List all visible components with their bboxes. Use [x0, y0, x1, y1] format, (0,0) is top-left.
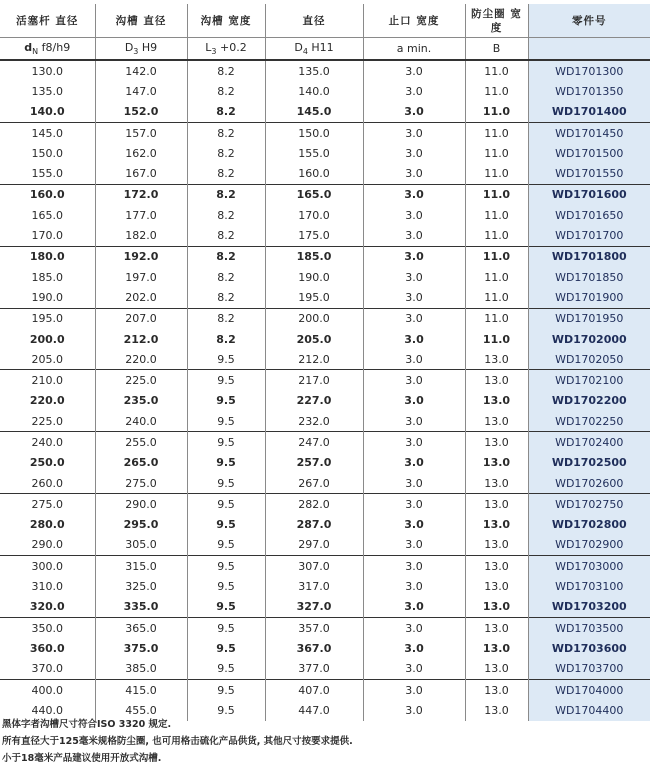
- cell-diameter: 287.0: [265, 515, 363, 535]
- table-row: [0, 287, 650, 308]
- cell-groove-diameter: 167.0: [95, 163, 187, 184]
- cell-groove-width: 8.2: [187, 246, 265, 267]
- cell-diameter: 190.0: [265, 267, 363, 287]
- footnote-2: 所有直径大于125毫米规格防尘圈, 也可用格击硫化产品供货, 其他尺寸按要求提供.: [2, 736, 353, 747]
- cell-wiper-width: 13.0: [465, 411, 528, 432]
- table-row: [0, 143, 650, 163]
- cell-part-number: WD1701550: [528, 163, 650, 184]
- cell-lip-width: 3.0: [363, 246, 465, 267]
- cell-part-number: WD1702500: [528, 453, 650, 473]
- header-groove-width: 沟槽 宽度: [187, 4, 265, 38]
- cell-part-number: WD1701700: [528, 225, 650, 246]
- cell-part-number: WD1703200: [528, 597, 650, 618]
- cell-wiper-width: 13.0: [465, 453, 528, 473]
- cell-lip-width: 3.0: [363, 81, 465, 101]
- cell-groove-width: 9.5: [187, 576, 265, 596]
- cell-diameter: 195.0: [265, 287, 363, 308]
- cell-diameter: 145.0: [265, 102, 363, 123]
- cell-groove-diameter: 255.0: [95, 432, 187, 453]
- cell-groove-diameter: 235.0: [95, 391, 187, 411]
- cell-wiper-width: 13.0: [465, 638, 528, 658]
- cell-groove-width: 9.5: [187, 638, 265, 658]
- cell-wiper-width: 11.0: [465, 329, 528, 349]
- cell-lip-width: 3.0: [363, 60, 465, 81]
- cell-groove-width: 9.5: [187, 494, 265, 515]
- cell-rod-diameter: 160.0: [0, 184, 95, 205]
- cell-wiper-width: 13.0: [465, 679, 528, 700]
- cell-rod-diameter: 240.0: [0, 432, 95, 453]
- cell-lip-width: 3.0: [363, 391, 465, 411]
- cell-wiper-width: 11.0: [465, 122, 528, 143]
- cell-lip-width: 3.0: [363, 267, 465, 287]
- cell-lip-width: 3.0: [363, 122, 465, 143]
- table-row: [0, 225, 650, 246]
- cell-groove-width: 8.2: [187, 267, 265, 287]
- cell-lip-width: 3.0: [363, 700, 465, 720]
- sym-b: B: [465, 38, 528, 61]
- cell-diameter: 175.0: [265, 225, 363, 246]
- cell-wiper-width: 11.0: [465, 205, 528, 225]
- table-row: [0, 267, 650, 287]
- footnote-1: 黑体字者沟槽尺寸符合ISO 3320 规定.: [2, 719, 172, 730]
- cell-wiper-width: 11.0: [465, 60, 528, 81]
- cell-diameter: 407.0: [265, 679, 363, 700]
- cell-rod-diameter: 440.0: [31, 703, 63, 717]
- cell-lip-width: 3.0: [363, 287, 465, 308]
- cell-part-number: WD1703100: [528, 576, 650, 596]
- cell-groove-diameter: 335.0: [95, 597, 187, 618]
- cell-lip-width: 3.0: [363, 638, 465, 658]
- cell-wiper-width: 11.0: [465, 143, 528, 163]
- cell-diameter: 217.0: [265, 370, 363, 391]
- cell-rod-diameter: 275.0: [0, 494, 95, 515]
- cell-groove-diameter: 157.0: [95, 122, 187, 143]
- cell-groove-diameter: 295.0: [95, 515, 187, 535]
- cell-rod-diameter: 320.0: [29, 600, 65, 614]
- cell-diameter: 185.0: [265, 246, 363, 267]
- cell-part-number: WD1701950: [528, 308, 650, 329]
- cell-part-number: WD1702200: [528, 391, 650, 411]
- cell-rod-diameter: 260.0: [31, 476, 63, 490]
- cell-wiper-width: 13.0: [465, 659, 528, 680]
- table-row: [0, 618, 650, 639]
- cell-groove-width: 9.5: [187, 597, 265, 618]
- header-wiper-width: 防尘圈 宽度: [465, 4, 528, 38]
- cell-lip-width: 3.0: [363, 163, 465, 184]
- cell-lip-width: 3.0: [363, 308, 465, 329]
- cell-groove-width: 9.5: [187, 391, 265, 411]
- cell-rod-diameter: 180.0: [0, 246, 95, 267]
- cell-groove-width: 8.2: [187, 81, 265, 101]
- cell-groove-diameter: 385.0: [95, 659, 187, 680]
- header-rod-diameter: 活塞杆 直径: [16, 14, 79, 27]
- table-row: [0, 163, 650, 184]
- cell-part-number: WD1702750: [528, 494, 650, 515]
- cell-rod-diameter: 140.0: [29, 105, 65, 119]
- cell-diameter: 212.0: [265, 349, 363, 370]
- table-row: [0, 81, 650, 101]
- table-row: [0, 391, 650, 411]
- table-row: [0, 349, 650, 370]
- cell-groove-diameter: 182.0: [95, 225, 187, 246]
- table-row: [0, 122, 650, 143]
- cell-part-number: WD1703700: [528, 659, 650, 680]
- cell-diameter: 140.0: [265, 81, 363, 101]
- cell-groove-diameter: 305.0: [95, 535, 187, 556]
- table-row: [0, 638, 650, 658]
- table-row: [0, 246, 650, 267]
- cell-part-number: WD1701300: [528, 60, 650, 81]
- cell-lip-width: 3.0: [363, 411, 465, 432]
- header-groove-diameter: 沟槽 直径: [95, 4, 187, 38]
- cell-rod-diameter: 130.0: [0, 60, 95, 81]
- table-row: [0, 102, 650, 123]
- table-row: [0, 453, 650, 473]
- cell-groove-diameter: 455.0: [95, 700, 187, 720]
- cell-lip-width: 3.0: [363, 432, 465, 453]
- cell-rod-diameter: 205.0: [31, 352, 63, 366]
- cell-lip-width: 3.0: [363, 329, 465, 349]
- cell-groove-width: 8.2: [187, 60, 265, 81]
- cell-part-number: WD1701400: [528, 102, 650, 123]
- cell-wiper-width: 13.0: [465, 494, 528, 515]
- table-row: [0, 60, 650, 81]
- header-part-number: 零件号: [528, 4, 650, 38]
- cell-groove-width: 9.5: [187, 473, 265, 494]
- cell-diameter: 317.0: [265, 576, 363, 596]
- cell-diameter: 377.0: [265, 659, 363, 680]
- table-row: [0, 184, 650, 205]
- table-row: [0, 535, 650, 556]
- cell-wiper-width: 11.0: [465, 163, 528, 184]
- cell-diameter: 150.0: [265, 122, 363, 143]
- cell-part-number: WD1702100: [528, 370, 650, 391]
- cell-groove-width: 9.5: [187, 556, 265, 577]
- cell-diameter: 170.0: [265, 205, 363, 225]
- cell-groove-diameter: 212.0: [95, 329, 187, 349]
- table-row: [0, 205, 650, 225]
- cell-wiper-width: 13.0: [465, 349, 528, 370]
- cell-diameter: 155.0: [265, 143, 363, 163]
- cell-rod-diameter: 195.0: [0, 308, 95, 329]
- cell-groove-width: 8.2: [187, 308, 265, 329]
- cell-lip-width: 3.0: [363, 535, 465, 556]
- cell-part-number: WD1703000: [528, 556, 650, 577]
- table-row: [0, 659, 650, 680]
- cell-part-number: WD1702400: [528, 432, 650, 453]
- cell-diameter: 232.0: [265, 411, 363, 432]
- cell-groove-width: 8.2: [187, 329, 265, 349]
- cell-lip-width: 3.0: [363, 349, 465, 370]
- cell-diameter: 247.0: [265, 432, 363, 453]
- cell-part-number: WD1701850: [528, 267, 650, 287]
- cell-part-number: WD1702000: [528, 329, 650, 349]
- cell-diameter: 327.0: [265, 597, 363, 618]
- table-row: [0, 515, 650, 535]
- cell-rod-diameter: 370.0: [31, 662, 63, 676]
- cell-groove-diameter: 162.0: [95, 143, 187, 163]
- cell-groove-diameter: 240.0: [95, 411, 187, 432]
- cell-rod-diameter: 190.0: [31, 290, 63, 304]
- cell-rod-diameter: 150.0: [31, 146, 63, 160]
- cell-diameter: 282.0: [265, 494, 363, 515]
- cell-part-number: WD1701450: [528, 122, 650, 143]
- sym-a: a min.: [363, 38, 465, 61]
- seal-groove-table: [0, 4, 650, 721]
- cell-groove-diameter: 147.0: [95, 81, 187, 101]
- table-row: [0, 308, 650, 329]
- cell-groove-diameter: 315.0: [95, 556, 187, 577]
- cell-wiper-width: 11.0: [465, 81, 528, 101]
- cell-rod-diameter: 145.0: [0, 122, 95, 143]
- cell-wiper-width: 13.0: [465, 597, 528, 618]
- cell-lip-width: 3.0: [363, 370, 465, 391]
- cell-groove-width: 8.2: [187, 184, 265, 205]
- cell-lip-width: 3.0: [363, 659, 465, 680]
- cell-diameter: 367.0: [265, 638, 363, 658]
- cell-rod-diameter: 200.0: [29, 332, 65, 346]
- table-row: [0, 411, 650, 432]
- cell-wiper-width: 13.0: [465, 515, 528, 535]
- table-row: [0, 597, 650, 618]
- table-row: [0, 576, 650, 596]
- cell-diameter: 267.0: [265, 473, 363, 494]
- cell-groove-diameter: 142.0: [95, 60, 187, 81]
- table-row: [0, 556, 650, 577]
- cell-wiper-width: 13.0: [465, 370, 528, 391]
- header-lip-width: 止口 宽度: [363, 4, 465, 38]
- cell-wiper-width: 13.0: [465, 432, 528, 453]
- cell-lip-width: 3.0: [363, 576, 465, 596]
- table-row: [0, 494, 650, 515]
- table-row: [0, 370, 650, 391]
- cell-wiper-width: 11.0: [465, 225, 528, 246]
- cell-groove-diameter: 290.0: [95, 494, 187, 515]
- footnote-3: 小于18毫米产品建议使用开放式沟槽.: [2, 753, 162, 764]
- cell-part-number: WD1702050: [528, 349, 650, 370]
- cell-diameter: 160.0: [265, 163, 363, 184]
- header-row-cn: [0, 4, 650, 38]
- cell-part-number: WD1704000: [528, 679, 650, 700]
- sym-d3: $D_3$ H9: [95, 38, 187, 61]
- cell-groove-width: 9.5: [187, 535, 265, 556]
- cell-wiper-width: 11.0: [465, 246, 528, 267]
- cell-groove-diameter: 220.0: [95, 349, 187, 370]
- cell-groove-diameter: 265.0: [95, 453, 187, 473]
- cell-wiper-width: 11.0: [465, 287, 528, 308]
- cell-groove-width: 8.2: [187, 122, 265, 143]
- cell-lip-width: 3.0: [363, 143, 465, 163]
- cell-groove-diameter: 325.0: [95, 576, 187, 596]
- cell-lip-width: 3.0: [363, 515, 465, 535]
- cell-wiper-width: 13.0: [465, 473, 528, 494]
- cell-rod-diameter: 170.0: [31, 229, 63, 243]
- cell-groove-diameter: 415.0: [95, 679, 187, 700]
- cell-rod-diameter: 220.0: [29, 394, 65, 408]
- cell-rod-diameter: 280.0: [29, 518, 65, 532]
- cell-rod-diameter: 400.0: [0, 679, 95, 700]
- cell-lip-width: 3.0: [363, 473, 465, 494]
- cell-wiper-width: 11.0: [465, 184, 528, 205]
- header-diameter: 直径: [265, 4, 363, 38]
- cell-lip-width: 3.0: [363, 205, 465, 225]
- cell-diameter: 447.0: [265, 700, 363, 720]
- cell-part-number: WD1701650: [528, 205, 650, 225]
- cell-groove-diameter: 202.0: [95, 287, 187, 308]
- cell-groove-width: 8.2: [187, 225, 265, 246]
- cell-part-number: WD1701350: [528, 81, 650, 101]
- cell-wiper-width: 13.0: [465, 700, 528, 720]
- cell-part-number: WD1703600: [528, 638, 650, 658]
- cell-groove-diameter: 365.0: [95, 618, 187, 639]
- cell-lip-width: 3.0: [363, 556, 465, 577]
- cell-groove-diameter: 192.0: [95, 246, 187, 267]
- cell-diameter: 200.0: [265, 308, 363, 329]
- cell-part-number: WD1701500: [528, 143, 650, 163]
- cell-rod-diameter: 210.0: [0, 370, 95, 391]
- cell-rod-diameter: 225.0: [31, 414, 63, 428]
- cell-groove-width: 9.5: [187, 453, 265, 473]
- header-row-symbols: [0, 38, 650, 61]
- cell-groove-width: 8.2: [187, 163, 265, 184]
- cell-part-number: WD1702800: [528, 515, 650, 535]
- table-body: [0, 60, 650, 721]
- cell-lip-width: 3.0: [363, 618, 465, 639]
- cell-groove-diameter: 197.0: [95, 267, 187, 287]
- footnotes: [2, 716, 353, 767]
- cell-groove-width: 9.5: [187, 515, 265, 535]
- cell-groove-width: 9.5: [187, 411, 265, 432]
- cell-wiper-width: 13.0: [465, 391, 528, 411]
- cell-groove-diameter: 152.0: [95, 102, 187, 123]
- cell-groove-diameter: 375.0: [95, 638, 187, 658]
- cell-rod-diameter: 360.0: [29, 641, 65, 655]
- cell-diameter: 227.0: [265, 391, 363, 411]
- cell-groove-width: 9.5: [187, 679, 265, 700]
- cell-wiper-width: 13.0: [465, 576, 528, 596]
- cell-part-number: WD1702900: [528, 535, 650, 556]
- cell-part-number: WD1701900: [528, 287, 650, 308]
- sym-l3: $L_3 +0.2$: [187, 38, 265, 61]
- cell-groove-width: 9.5: [187, 349, 265, 370]
- cell-groove-width: 9.5: [187, 659, 265, 680]
- cell-groove-width: 9.5: [187, 618, 265, 639]
- cell-groove-diameter: 207.0: [95, 308, 187, 329]
- cell-wiper-width: 11.0: [465, 267, 528, 287]
- cell-part-number: WD1702600: [528, 473, 650, 494]
- table-row: [0, 679, 650, 700]
- cell-lip-width: 3.0: [363, 453, 465, 473]
- cell-rod-diameter: 350.0: [0, 618, 95, 639]
- cell-rod-diameter: 250.0: [29, 456, 65, 470]
- sym-part: [528, 38, 650, 61]
- cell-wiper-width: 13.0: [465, 535, 528, 556]
- cell-wiper-width: 13.0: [465, 618, 528, 639]
- cell-diameter: 135.0: [265, 60, 363, 81]
- sym-d4: $D_4$ H11: [265, 38, 363, 61]
- cell-groove-width: 8.2: [187, 205, 265, 225]
- cell-rod-diameter: 310.0: [31, 580, 63, 594]
- cell-lip-width: 3.0: [363, 184, 465, 205]
- cell-groove-diameter: 177.0: [95, 205, 187, 225]
- cell-diameter: 205.0: [265, 329, 363, 349]
- cell-rod-diameter: 290.0: [31, 538, 63, 552]
- cell-diameter: 257.0: [265, 453, 363, 473]
- cell-groove-width: 8.2: [187, 287, 265, 308]
- cell-part-number: WD1702250: [528, 411, 650, 432]
- cell-rod-diameter: 300.0: [0, 556, 95, 577]
- cell-groove-width: 9.5: [187, 370, 265, 391]
- cell-part-number: WD1701600: [528, 184, 650, 205]
- cell-groove-diameter: 275.0: [95, 473, 187, 494]
- cell-groove-width: 9.5: [187, 700, 265, 720]
- cell-part-number: WD1704400: [528, 700, 650, 720]
- cell-lip-width: 3.0: [363, 679, 465, 700]
- cell-rod-diameter: 165.0: [31, 208, 63, 222]
- table-row: [0, 329, 650, 349]
- cell-groove-diameter: 225.0: [95, 370, 187, 391]
- table-row: [0, 473, 650, 494]
- cell-lip-width: 3.0: [363, 597, 465, 618]
- cell-lip-width: 3.0: [363, 494, 465, 515]
- cell-rod-diameter: 135.0: [31, 84, 63, 98]
- cell-part-number: WD1703500: [528, 618, 650, 639]
- cell-groove-width: 8.2: [187, 143, 265, 163]
- cell-diameter: 297.0: [265, 535, 363, 556]
- cell-diameter: 165.0: [265, 184, 363, 205]
- cell-lip-width: 3.0: [363, 102, 465, 123]
- cell-wiper-width: 11.0: [465, 102, 528, 123]
- cell-lip-width: 3.0: [363, 225, 465, 246]
- table-row: [0, 432, 650, 453]
- cell-rod-diameter: 155.0: [31, 167, 63, 181]
- cell-groove-width: 9.5: [187, 432, 265, 453]
- cell-diameter: 307.0: [265, 556, 363, 577]
- cell-diameter: 357.0: [265, 618, 363, 639]
- cell-groove-width: 8.2: [187, 102, 265, 123]
- sym-dn: $d_N$ f8/h9: [0, 38, 95, 61]
- cell-rod-diameter: 185.0: [31, 270, 63, 284]
- cell-wiper-width: 13.0: [465, 556, 528, 577]
- cell-wiper-width: 11.0: [465, 308, 528, 329]
- cell-groove-diameter: 172.0: [95, 184, 187, 205]
- cell-part-number: WD1701800: [528, 246, 650, 267]
